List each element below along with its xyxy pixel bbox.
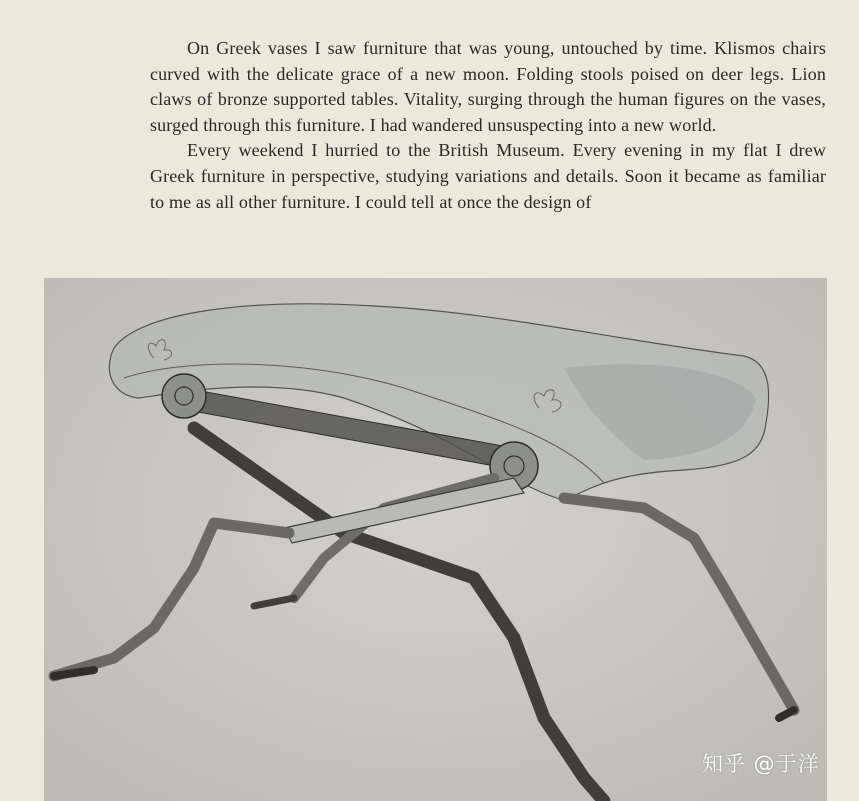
paragraph-1: On Greek vases I saw furniture that was young, untouched by time. Klismos chairs curved with the delicate grace of a new moon. Folding stools poised on deer legs. Lion claws of bronze supported tables. Vitality, surging through the human figures on the vases, surged through this furniture. I had wandered unsuspecting into a new world. bbox=[150, 38, 826, 135]
watermark: 知乎 @于洋 bbox=[702, 752, 820, 776]
paragraph-2: Every weekend I hurried to the British Museum. Every evening in my flat I drew Greek furniture in perspective, studying variations and details. Soon it became as familiar to me as all other furniture. I could tell at once the design of bbox=[150, 140, 826, 212]
scroll-cap-left bbox=[162, 374, 206, 418]
stool-illustration bbox=[44, 278, 827, 801]
stool-drawing bbox=[44, 278, 827, 801]
body-text bbox=[150, 36, 826, 215]
